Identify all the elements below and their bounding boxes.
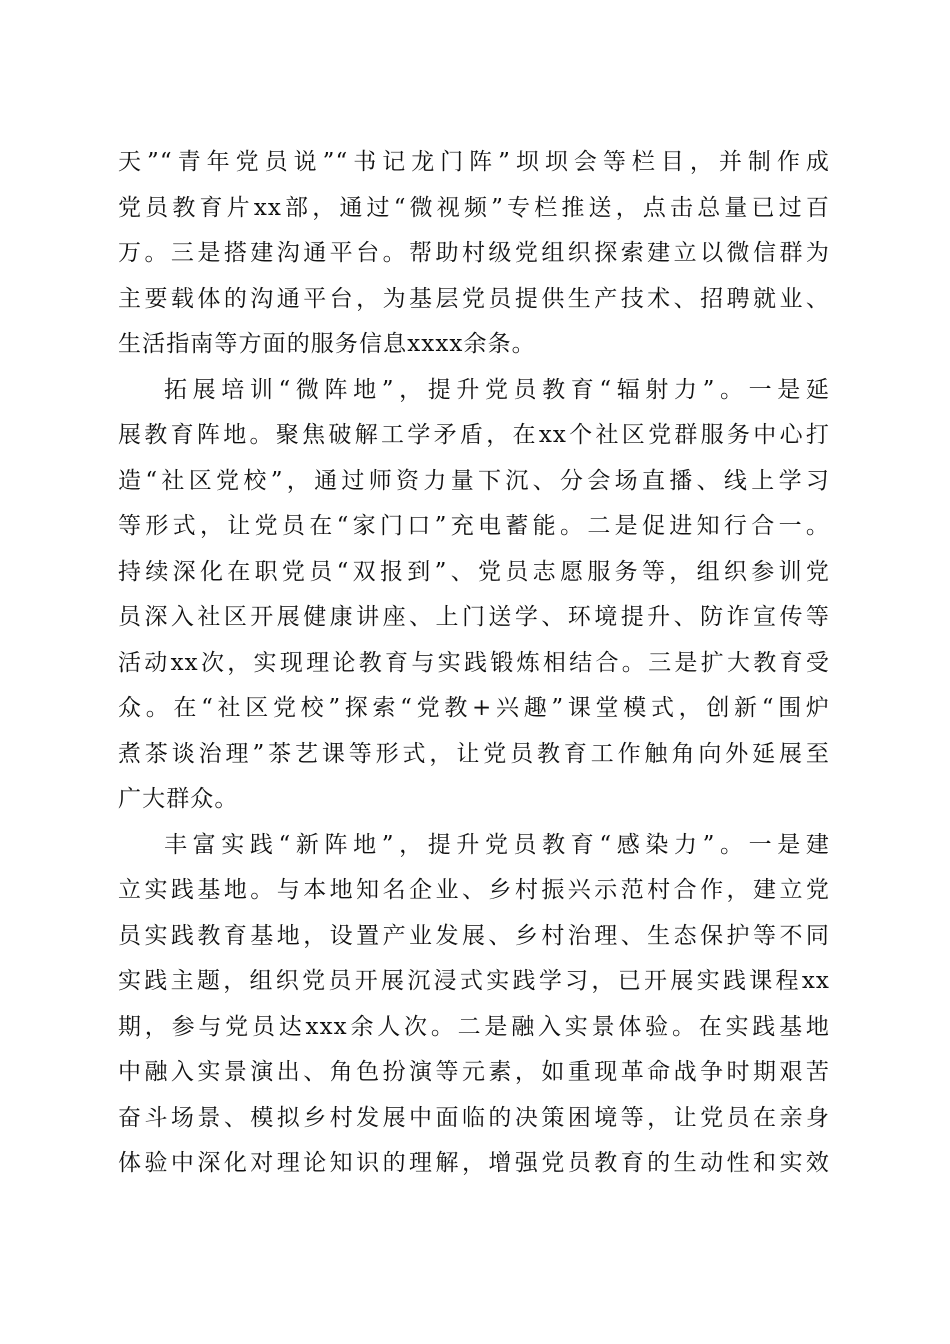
text-line: 员深入社区开展健康讲座、上门送学、环境提升、防诈宣传等 — [118, 604, 830, 630]
paragraph-first-line: 拓展培训“微阵地”，提升党员教育“辐射力”。一是延 — [164, 376, 830, 403]
text-line: 中融入实景演出、角色扮演等元素，如重现革命战争时期艰苦 — [118, 1059, 830, 1085]
text-line: 天”“青年党员说”“书记龙门阵”坝坝会等栏目，并制作成 — [118, 149, 830, 175]
text-line: 等形式，让党员在“家门口”充电蓄能。二是促进知行合一。 — [118, 513, 830, 539]
text-line: 生活指南等方面的服务信息xxxx余条。 — [118, 331, 536, 357]
text-line: 主要载体的沟通平台，为基层党员提供生产技术、招聘就业、 — [118, 285, 830, 312]
text-line: 活动xx次，实现理论教育与实践锻炼相结合。三是扩大教育受 — [118, 649, 830, 676]
text-line: 众。在“社区党校”探索“党教+兴趣”课堂模式，创新“围炉 — [118, 695, 830, 721]
text-line: 万。三是搭建沟通平台。帮助村级党组织探索建立以微信群为 — [118, 240, 830, 266]
text-line: 员实践教育基地，设置产业发展、乡村治理、生态保护等不同 — [118, 922, 830, 949]
text-line: 煮茶谈治理”茶艺课等形式，让党员教育工作触角向外延展至 — [118, 740, 830, 767]
text-line: 持续深化在职党员“双报到”、党员志愿服务等，组织参训党 — [118, 558, 830, 585]
text-line: 造“社区党校”，通过师资力量下沉、分会场直播、线上学习 — [118, 467, 830, 494]
paragraph-first-line: 丰富实践“新阵地”，提升党员教育“感染力”。一是建 — [164, 831, 830, 858]
text-line: 期，参与党员达xxx余人次。二是融入实景体验。在实践基地 — [118, 1013, 830, 1040]
text-line: 体验中深化对理论知识的理解，增强党员教育的生动性和实效 — [118, 1150, 830, 1176]
text-line: 展教育阵地。聚焦破解工学矛盾，在xx个社区党群服务中心打 — [118, 422, 830, 448]
text-line: 实践主题，组织党员开展沉浸式实践学习，已开展实践课程xx — [118, 968, 830, 994]
text-line: 广大群众。 — [118, 786, 239, 812]
text-line: 立实践基地。与本地知名企业、乡村振兴示范村合作，建立党 — [118, 877, 830, 903]
document-body — [118, 140, 830, 1187]
text-line: 奋斗场景、模拟乡村发展中面临的决策困境等，让党员在亲身 — [118, 1104, 830, 1131]
text-line: 党员教育片xx部，通过“微视频”专栏推送，点击总量已过百 — [118, 194, 830, 221]
